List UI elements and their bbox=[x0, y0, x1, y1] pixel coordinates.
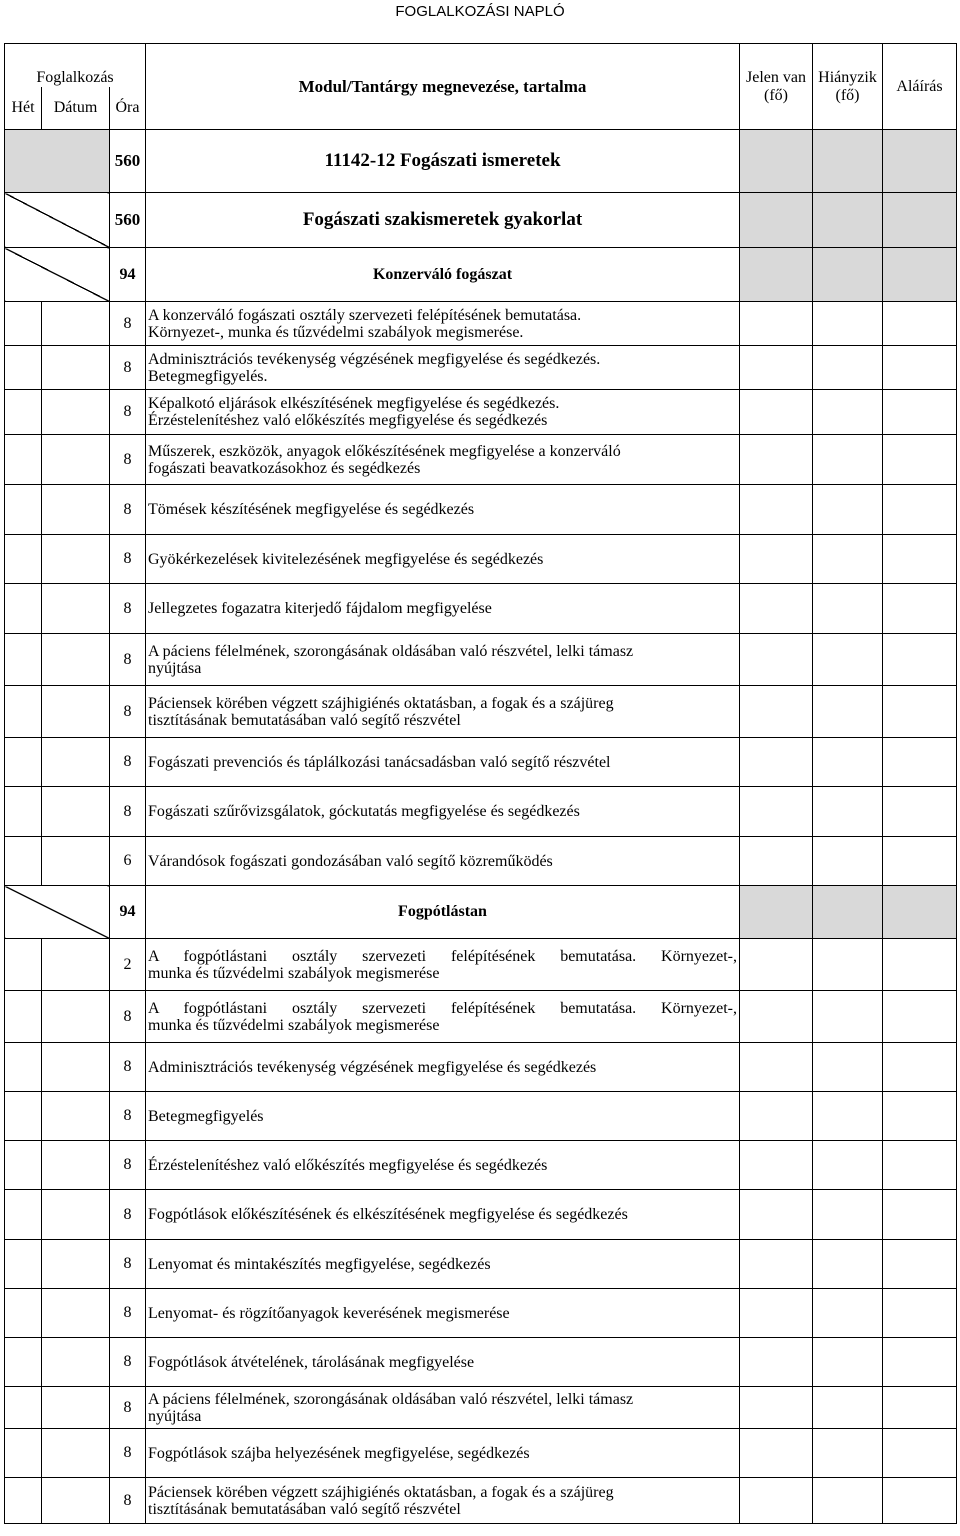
section-hours: 94 bbox=[110, 248, 146, 302]
section-absent-cell bbox=[813, 248, 883, 302]
activity-row bbox=[5, 435, 957, 485]
activity-description bbox=[146, 837, 740, 886]
activity-row bbox=[5, 1190, 957, 1240]
present-count-cell[interactable] bbox=[740, 1338, 813, 1387]
activity-hours: 8 bbox=[110, 1338, 146, 1387]
submodule-title: Fogászati szakismeretek gyakorlat bbox=[146, 193, 740, 248]
signature-cell[interactable] bbox=[883, 1289, 957, 1338]
section-hours: 94 bbox=[110, 886, 146, 939]
activity-description bbox=[146, 1240, 740, 1289]
activity-row bbox=[5, 1429, 957, 1478]
week-cell[interactable] bbox=[5, 738, 42, 787]
week-cell[interactable] bbox=[5, 1092, 42, 1141]
description-line: Páciensek körében végzett szájhigiénés oktatásban, a fogak és a szájüreg bbox=[148, 1483, 614, 1501]
absent-count-cell[interactable] bbox=[813, 390, 883, 435]
activity-row bbox=[5, 346, 957, 390]
section-present-cell bbox=[740, 886, 813, 939]
activity-description bbox=[146, 738, 740, 787]
date-cell[interactable] bbox=[42, 787, 110, 837]
signature-cell[interactable] bbox=[883, 1338, 957, 1387]
week-cell[interactable] bbox=[5, 991, 42, 1043]
date-cell[interactable] bbox=[42, 535, 110, 584]
submodule-signature-cell bbox=[883, 193, 957, 248]
week-cell[interactable] bbox=[5, 485, 42, 535]
signature-cell[interactable] bbox=[883, 1429, 957, 1478]
activity-row bbox=[5, 390, 957, 435]
description-line: Érzéstelenítéshez való előkészítés megfigyelése és segédkezés bbox=[148, 412, 548, 429]
activity-hours: 2 bbox=[110, 939, 146, 991]
activity-row bbox=[5, 1338, 957, 1387]
submodule-strikeout bbox=[5, 193, 110, 248]
activity-hours: 8 bbox=[110, 1289, 146, 1338]
absent-count-cell[interactable] bbox=[813, 1043, 883, 1092]
date-cell[interactable] bbox=[42, 584, 110, 634]
absent-column-header: Hiányzik (fő) bbox=[813, 44, 883, 130]
description-line: Tömések készítésének megfigyelése és segédkezés bbox=[148, 501, 475, 518]
date-cell[interactable] bbox=[42, 1141, 110, 1190]
date-cell[interactable] bbox=[42, 939, 110, 991]
activity-description bbox=[146, 1141, 740, 1190]
activity-description bbox=[146, 1478, 740, 1524]
week-cell[interactable] bbox=[5, 1043, 42, 1092]
activity-hours: 8 bbox=[110, 1478, 146, 1524]
activity-row bbox=[5, 686, 957, 738]
activity-description bbox=[146, 584, 740, 634]
description-line: tisztításának bemutatásában való segítő részvétel bbox=[148, 711, 461, 729]
signature-cell[interactable] bbox=[883, 1478, 957, 1524]
description-line: Jellegzetes fogazatra kiterjedő fájdalom megfigyelése bbox=[148, 600, 492, 617]
description-line: Környezet-, munka és tűzvédelmi szabályok megismerése. bbox=[148, 323, 524, 341]
activity-hours: 6 bbox=[110, 837, 146, 886]
absent-count-cell[interactable] bbox=[813, 346, 883, 390]
date-cell[interactable] bbox=[42, 837, 110, 886]
present-count-cell[interactable] bbox=[740, 1092, 813, 1141]
module-present-cell bbox=[740, 130, 813, 193]
date-cell[interactable] bbox=[42, 390, 110, 435]
activity-hours: 8 bbox=[110, 584, 146, 634]
activity-hours: 8 bbox=[110, 634, 146, 686]
present-count-cell[interactable] bbox=[740, 1141, 813, 1190]
signature-cell[interactable] bbox=[883, 435, 957, 485]
activity-row bbox=[5, 787, 957, 837]
description-line: Érzéstelenítéshez való előkészítés megfigyelése és segédkezés bbox=[148, 1156, 548, 1174]
week-cell[interactable] bbox=[5, 1240, 42, 1289]
activity-description bbox=[146, 485, 740, 535]
activity-hours: 8 bbox=[110, 1141, 146, 1190]
activity-row bbox=[5, 1043, 957, 1092]
page-title: FOGLALKOZÁSI NAPLÓ bbox=[395, 3, 565, 20]
description-line: Betegmegfigyelés. bbox=[148, 367, 268, 385]
week-cell[interactable] bbox=[5, 634, 42, 686]
description-line: fogászati beavatkozásokhoz és segédkezés bbox=[148, 459, 421, 477]
week-cell[interactable] bbox=[5, 1289, 42, 1338]
activity-row bbox=[5, 1387, 957, 1429]
activity-hours: 8 bbox=[110, 435, 146, 485]
activity-hours: 8 bbox=[110, 738, 146, 787]
date-cell[interactable] bbox=[42, 686, 110, 738]
date-cell[interactable] bbox=[42, 1043, 110, 1092]
activity-log-table bbox=[4, 43, 957, 1524]
present-count-cell[interactable] bbox=[740, 584, 813, 634]
activity-description bbox=[146, 1387, 740, 1429]
activity-row bbox=[5, 1240, 957, 1289]
activity-hours: 8 bbox=[110, 1387, 146, 1429]
absent-count-cell[interactable] bbox=[813, 1289, 883, 1338]
description-line: Adminisztrációs tevékenység végzésének megfigyelése és segédkezés. bbox=[148, 350, 601, 368]
signature-cell[interactable] bbox=[883, 1190, 957, 1240]
description-line: Lenyomat és mintakészítés megfigyelése, segédkezés bbox=[148, 1255, 491, 1273]
date-cell[interactable] bbox=[42, 1240, 110, 1289]
activity-hours: 8 bbox=[110, 1240, 146, 1289]
absent-count-cell[interactable] bbox=[813, 738, 883, 787]
description-line: Fogpótlások előkészítésének és elkészítésének megfigyelése és segédkezés bbox=[148, 1206, 628, 1223]
absent-count-cell[interactable] bbox=[813, 535, 883, 584]
absent-count-cell[interactable] bbox=[813, 686, 883, 738]
description-line: Fogászati szűrővizsgálatok, góckutatás megfigyelése és segédkezés bbox=[148, 803, 580, 820]
signature-cell[interactable] bbox=[883, 584, 957, 634]
absent-count-cell[interactable] bbox=[813, 435, 883, 485]
week-cell[interactable] bbox=[5, 584, 42, 634]
activity-hours: 8 bbox=[110, 535, 146, 584]
absent-count-cell[interactable] bbox=[813, 1429, 883, 1478]
activity-row bbox=[5, 1141, 957, 1190]
date-cell[interactable] bbox=[42, 634, 110, 686]
week-cell[interactable] bbox=[5, 1387, 42, 1429]
signature-cell[interactable] bbox=[883, 939, 957, 991]
date-cell[interactable] bbox=[42, 1190, 110, 1240]
absent-count-cell[interactable] bbox=[813, 1478, 883, 1524]
date-cell[interactable] bbox=[42, 302, 110, 346]
activity-hours: 8 bbox=[110, 1043, 146, 1092]
present-count-cell[interactable] bbox=[740, 991, 813, 1043]
present-count-cell[interactable] bbox=[740, 485, 813, 535]
signature-cell[interactable] bbox=[883, 837, 957, 886]
present-count-cell[interactable] bbox=[740, 535, 813, 584]
week-cell[interactable] bbox=[5, 1429, 42, 1478]
module-blank bbox=[5, 130, 110, 193]
description-line: tisztításának bemutatásában való segítő részvétel bbox=[148, 1500, 461, 1518]
activity-hours: 8 bbox=[110, 1190, 146, 1240]
date-cell[interactable] bbox=[42, 1478, 110, 1524]
present-count-cell[interactable] bbox=[740, 686, 813, 738]
activity-row bbox=[5, 1092, 957, 1141]
activity-hours: 8 bbox=[110, 1429, 146, 1478]
date-cell[interactable] bbox=[42, 738, 110, 787]
activity-description bbox=[146, 535, 740, 584]
activity-description bbox=[146, 390, 740, 435]
activity-hours: 8 bbox=[110, 390, 146, 435]
date-cell[interactable] bbox=[42, 1338, 110, 1387]
description-line: munka és tűzvédelmi szabályok megismerése bbox=[148, 1016, 440, 1034]
description-line: Páciensek körében végzett szájhigiénés oktatásban, a fogak és a szájüreg bbox=[148, 694, 614, 712]
description-line: Lenyomat- és rögzítőanyagok keverésének megismerése bbox=[148, 1304, 510, 1322]
signature-cell[interactable] bbox=[883, 634, 957, 686]
header-row-top bbox=[5, 44, 957, 87]
absent-count-cell[interactable] bbox=[813, 1190, 883, 1240]
present-count-cell[interactable] bbox=[740, 1043, 813, 1092]
week-cell[interactable] bbox=[5, 939, 42, 991]
hour-column-header: Óra bbox=[110, 87, 146, 130]
activity-row bbox=[5, 302, 957, 346]
present-count-cell[interactable] bbox=[740, 1429, 813, 1478]
absent-count-cell[interactable] bbox=[813, 1387, 883, 1429]
present-column-header: Jelen van (fő) bbox=[740, 44, 813, 130]
activity-description bbox=[146, 1429, 740, 1478]
submodule-absent-cell bbox=[813, 193, 883, 248]
submodule-present-cell bbox=[740, 193, 813, 248]
date-cell[interactable] bbox=[42, 1289, 110, 1338]
description-line: A páciens félelmének, szorongásának oldásában való részvétel, lelki támasz bbox=[148, 1390, 634, 1408]
signature-cell[interactable] bbox=[883, 1092, 957, 1141]
signature-cell[interactable] bbox=[883, 1141, 957, 1190]
activity-description bbox=[146, 1092, 740, 1141]
section-signature-cell bbox=[883, 886, 957, 939]
description-line: A konzerváló fogászati osztály szervezeti felépítésének bemutatása. bbox=[148, 306, 582, 324]
description-line: Gyökérkezelések kivitelezésének megfigyelése és segédkezés bbox=[148, 550, 544, 568]
description-line: Fogászati prevenciós és táplálkozási tanácsadásban való segítő részvétel bbox=[148, 753, 611, 771]
description-line: Betegmegfigyelés bbox=[148, 1107, 264, 1125]
week-cell[interactable] bbox=[5, 390, 42, 435]
present-count-cell[interactable] bbox=[740, 1478, 813, 1524]
submodule-hours: 560 bbox=[110, 193, 146, 248]
absent-count-cell[interactable] bbox=[813, 1092, 883, 1141]
description-line: A páciens félelmének, szorongásának oldásában való részvétel, lelki támasz bbox=[148, 642, 634, 660]
module-absent-cell bbox=[813, 130, 883, 193]
present-count-cell[interactable] bbox=[740, 837, 813, 886]
activity-description bbox=[146, 991, 740, 1043]
week-cell[interactable] bbox=[5, 686, 42, 738]
module-signature-cell bbox=[883, 130, 957, 193]
activity-hours: 8 bbox=[110, 346, 146, 390]
date-cell[interactable] bbox=[42, 991, 110, 1043]
signature-cell[interactable] bbox=[883, 686, 957, 738]
date-cell[interactable] bbox=[42, 346, 110, 390]
date-cell[interactable] bbox=[42, 1429, 110, 1478]
signature-cell[interactable] bbox=[883, 485, 957, 535]
activity-row bbox=[5, 939, 957, 991]
present-count-cell[interactable] bbox=[740, 787, 813, 837]
activity-description bbox=[146, 435, 740, 485]
activity-row bbox=[5, 991, 957, 1043]
present-count-cell[interactable] bbox=[740, 1240, 813, 1289]
section-title: Konzerváló fogászat bbox=[146, 248, 740, 302]
present-count-cell[interactable] bbox=[740, 1190, 813, 1240]
activity-hours: 8 bbox=[110, 991, 146, 1043]
module-column-header: Modul/Tantárgy megnevezése, tartalma bbox=[146, 44, 740, 130]
section-title: Fogpótlástan bbox=[146, 886, 740, 939]
module-hours: 560 bbox=[110, 130, 146, 193]
activity-description bbox=[146, 1043, 740, 1092]
absent-count-cell[interactable] bbox=[813, 837, 883, 886]
week-cell[interactable] bbox=[5, 787, 42, 837]
section-strikeout bbox=[5, 248, 110, 302]
section-signature-cell bbox=[883, 248, 957, 302]
week-cell[interactable] bbox=[5, 302, 42, 346]
section-header-row bbox=[5, 248, 957, 302]
signature-cell[interactable] bbox=[883, 535, 957, 584]
activity-row bbox=[5, 584, 957, 634]
activity-description bbox=[146, 634, 740, 686]
activity-row bbox=[5, 485, 957, 535]
present-count-cell[interactable] bbox=[740, 435, 813, 485]
description-line: Fogpótlások átvételének, tárolásának megfigyelése bbox=[148, 1353, 475, 1371]
description-line: Fogpótlások szájba helyezésének megfigyelése, segédkezés bbox=[148, 1444, 530, 1462]
date-column-header: Dátum bbox=[42, 87, 110, 130]
activity-row bbox=[5, 1289, 957, 1338]
description-line: nyújtása bbox=[148, 659, 202, 677]
activity-description bbox=[146, 1190, 740, 1240]
week-cell[interactable] bbox=[5, 435, 42, 485]
activity-hours: 8 bbox=[110, 1092, 146, 1141]
absent-count-cell[interactable] bbox=[813, 584, 883, 634]
date-cell[interactable] bbox=[42, 485, 110, 535]
present-count-cell[interactable] bbox=[740, 634, 813, 686]
activity-description bbox=[146, 1338, 740, 1387]
occasion-header: Foglalkozás bbox=[5, 44, 146, 87]
date-cell[interactable] bbox=[42, 1387, 110, 1429]
signature-cell[interactable] bbox=[883, 787, 957, 837]
date-cell[interactable] bbox=[42, 1092, 110, 1141]
activity-row bbox=[5, 837, 957, 886]
description-line: Műszerek, eszközök, anyagok előkészítésének megfigyelése a konzerváló bbox=[148, 442, 621, 460]
activity-row bbox=[5, 1478, 957, 1524]
absent-count-cell[interactable] bbox=[813, 939, 883, 991]
present-count-cell[interactable] bbox=[740, 390, 813, 435]
present-count-cell[interactable] bbox=[740, 346, 813, 390]
week-cell[interactable] bbox=[5, 1190, 42, 1240]
absent-count-cell[interactable] bbox=[813, 1240, 883, 1289]
activity-hours: 8 bbox=[110, 485, 146, 535]
description-line: A fogpótlástani osztály szervezeti felépítésének bemutatása. Környezet-, bbox=[148, 947, 737, 965]
signature-cell[interactable] bbox=[883, 738, 957, 787]
present-count-cell[interactable] bbox=[740, 302, 813, 346]
signature-cell[interactable] bbox=[883, 302, 957, 346]
activity-description bbox=[146, 686, 740, 738]
absent-count-cell[interactable] bbox=[813, 787, 883, 837]
section-strikeout bbox=[5, 886, 110, 939]
absent-count-cell[interactable] bbox=[813, 1338, 883, 1387]
absent-count-cell[interactable] bbox=[813, 302, 883, 346]
activity-description bbox=[146, 1289, 740, 1338]
module-row bbox=[5, 130, 957, 193]
week-column-header: Hét bbox=[5, 87, 42, 130]
activity-description bbox=[146, 939, 740, 991]
absent-count-cell[interactable] bbox=[813, 485, 883, 535]
signature-cell[interactable] bbox=[883, 1387, 957, 1429]
signature-cell[interactable] bbox=[883, 390, 957, 435]
signature-cell[interactable] bbox=[883, 1043, 957, 1092]
date-cell[interactable] bbox=[42, 435, 110, 485]
present-count-cell[interactable] bbox=[740, 939, 813, 991]
signature-cell[interactable] bbox=[883, 346, 957, 390]
submodule-row bbox=[5, 193, 957, 248]
activity-description bbox=[146, 302, 740, 346]
activity-description bbox=[146, 346, 740, 390]
description-line: Várandósok fogászati gondozásában való segítő közreműködés bbox=[148, 852, 553, 870]
activity-row bbox=[5, 634, 957, 686]
section-absent-cell bbox=[813, 886, 883, 939]
absent-count-cell[interactable] bbox=[813, 1141, 883, 1190]
week-cell[interactable] bbox=[5, 1338, 42, 1387]
description-line: Adminisztrációs tevékenység végzésének megfigyelése és segédkezés bbox=[148, 1058, 597, 1076]
week-cell[interactable] bbox=[5, 1141, 42, 1190]
section-header-row bbox=[5, 886, 957, 939]
present-count-cell[interactable] bbox=[740, 1387, 813, 1429]
signature-column-header: Aláírás bbox=[883, 44, 957, 130]
signature-cell[interactable] bbox=[883, 1240, 957, 1289]
module-title: 11142-12 Fogászati ismeretek bbox=[146, 130, 740, 193]
activity-hours: 8 bbox=[110, 302, 146, 346]
description-line: Képalkotó eljárások elkészítésének megfigyelése és segédkezés. bbox=[148, 395, 560, 412]
week-cell[interactable] bbox=[5, 837, 42, 886]
present-count-cell[interactable] bbox=[740, 738, 813, 787]
week-cell[interactable] bbox=[5, 346, 42, 390]
activity-row bbox=[5, 738, 957, 787]
absent-count-cell[interactable] bbox=[813, 991, 883, 1043]
description-line: A fogpótlástani osztály szervezeti felépítésének bemutatása. Környezet-, bbox=[148, 999, 737, 1017]
activity-description bbox=[146, 787, 740, 837]
present-count-cell[interactable] bbox=[740, 1289, 813, 1338]
activity-hours: 8 bbox=[110, 787, 146, 837]
week-cell[interactable] bbox=[5, 535, 42, 584]
description-line: munka és tűzvédelmi szabályok megismerése bbox=[148, 964, 440, 982]
week-cell[interactable] bbox=[5, 1478, 42, 1524]
signature-cell[interactable] bbox=[883, 991, 957, 1043]
section-present-cell bbox=[740, 248, 813, 302]
description-line: nyújtása bbox=[148, 1407, 202, 1425]
absent-count-cell[interactable] bbox=[813, 634, 883, 686]
activity-row bbox=[5, 535, 957, 584]
activity-hours: 8 bbox=[110, 686, 146, 738]
